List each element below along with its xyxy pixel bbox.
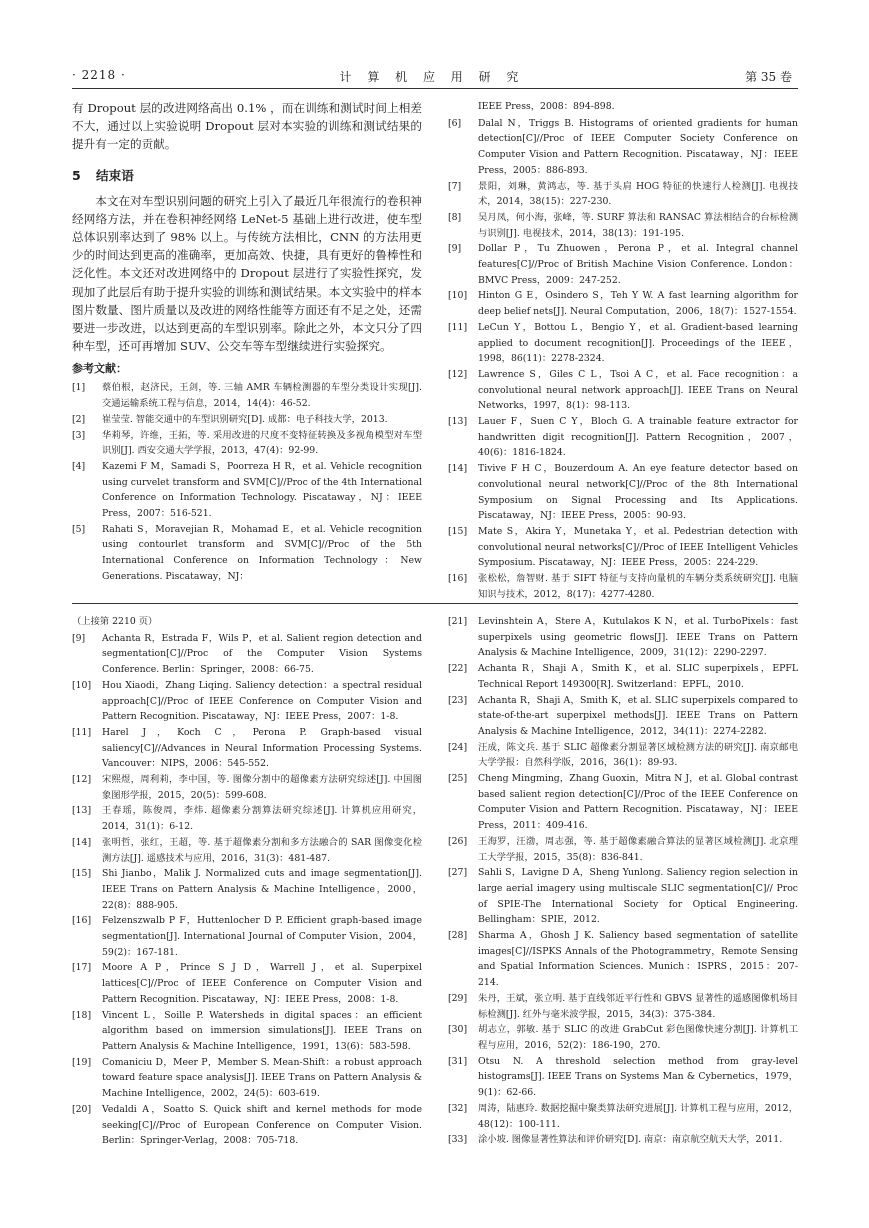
section-number: 5 — [72, 167, 81, 183]
reference-number: [16] — [72, 915, 92, 927]
reference-text: 张明哲，张红，王超，等. 基于超像素分割和多方法融合的 SAR 图像变化检测方法[J]. 遥感技术与应用，2016，31(3)：481-487. — [102, 836, 422, 864]
continued-from-note: （上接第 2210 页） — [72, 616, 158, 627]
reference-item — [72, 960, 422, 1007]
reference-item — [448, 1054, 798, 1101]
reference-number: [9] — [72, 632, 86, 644]
reference-item — [448, 1022, 798, 1053]
references-title: 参考文献： — [72, 362, 127, 376]
reference-text: Levinshtein A，Stere A，Kutulakos K N，et al. TurboPixels：fast superpixels using geometric flows[J]. IEEE Trans on Pattern Analysis & Machine Intelligence，2009，31(12)：2290-2297. — [478, 616, 798, 659]
reference-text: Rahati S，Moravejian R，Mohamad E，et al. Vehicle recognition using contourlet transform and SVM[C]//Proc of the 5th International Conference on Information Technology：New Generations. Piscataway，NJ： — [102, 523, 422, 582]
reference-number: [12] — [448, 368, 468, 380]
reference-number: [14] — [72, 836, 92, 848]
reference-text: Achanta R，Shaji A，Smith K，et al. SLIC superpixels compared to state-of-the-art superpixel methods[J]. IEEE Trans on Pattern Analysis & Machine Intelligence，2012，34(11)：2274-2282. — [478, 694, 798, 737]
reference-text: Sharma A，Ghosh J K. Saliency based segmentation of satellite images[C]//ISPKS Annals of the Photogrammetry，Remote Sensing and Spatial Information Sciences. Munich：ISPRS，2015：207-214. — [478, 930, 798, 989]
reference-number: [16] — [448, 573, 468, 585]
reference-text: 华莉琴，许维，王拓，等. 采用改进的尺度不变特征转换及多视角模型对车型识别[J]. 西安交通大学学报，2013，47(4)：92-99. — [102, 429, 422, 457]
reference-item — [72, 866, 422, 913]
reference-number: [27] — [448, 867, 468, 879]
reference-number: [1] — [72, 382, 86, 394]
reference-item — [448, 740, 798, 771]
reference-item — [72, 412, 422, 428]
reference-number: [28] — [448, 930, 468, 942]
reference-text: 王春瑶，陈俊周，李炜. 超像素分割算法研究综述[J]. 计算机应用研究，2014，31(1)：6-12. — [102, 805, 422, 833]
reference-text: 王海罗，汪渤，周志强，等. 基于超像素融合算法的显著区域检测[J]. 北京理工大学学报，2015，35(8)：836-841. — [478, 835, 798, 863]
bottom-right-column — [448, 614, 798, 1148]
reference-text: Comaniciu D，Meer P，Member S. Mean-Shift：a robust approach toward feature space analysis[J]. IEEE Trans on Pattern Analysis & Machine Intelligence，2002，24(5)：603-619. — [102, 1056, 422, 1100]
reference-item — [448, 693, 798, 740]
bottom-left-column — [72, 614, 422, 1149]
reference-item — [448, 524, 798, 571]
reference-text: LeCun Y，Bottou L，Bengio Y，et al. Gradient-based learning applied to document recognition[J]. Proceedings of the IEEE，1998，86(11)：2278-2324. — [478, 321, 798, 365]
reference-item — [448, 834, 798, 865]
reference-text: 蔡伯根，赵济民，王剑，等. 三轴 AMR 车辆检测器的车型分类设计实现[J]. 交通运输系统工程与信息，2014，14(4)：46-52. — [102, 382, 422, 410]
reference-text: Mate S，Akira Y，Munetaka Y，et al. Pedestrian detection with convolutional neural networks[C]//Proc of IEEE Intelligent Vehicles Symposium. Piscataway，NJ：IEEE Press，2005：224-229. — [478, 525, 798, 569]
reference-number: [26] — [448, 835, 468, 847]
reference-continuation: IEEE Press，2008：894-898. — [478, 101, 615, 112]
reference-number: [12] — [72, 774, 92, 786]
reference-number: [8] — [448, 211, 462, 223]
reference-item — [448, 414, 798, 461]
reference-number: [23] — [448, 694, 468, 706]
conclusion-paragraph: 本文在对车型识别问题的研究上引入了最近几年很流行的卷积神经网络方法，并在卷积神经网络 LeNet-5 基础上进行改进，使车型总体识别率达到了 98% 以上。与传统方法相比，CNN 的方法用更少的时间达到更高的准确率，更加高效、快捷，具有更好的鲁棒性和泛化性。本文还对改进网络中的 Dropout 层进行了实验性探究，发现加了此层后有助于提升实验的训练和测试结果。本文实验中的样本图片数量、图片质量以及改进的网络性能等方面还有不足之处，还需要进一步改进，以达到更高的车型识别率。除此之外，本文只分了四种车型，还可再增加 SUV、公交车等车型继续进行实验探究。 — [72, 193, 422, 354]
reference-number: [31] — [448, 1055, 468, 1067]
reference-number: [3] — [72, 429, 86, 441]
reference-item — [448, 661, 798, 692]
reference-item — [448, 571, 798, 602]
reference-item — [72, 1008, 422, 1055]
reference-item — [72, 522, 422, 585]
reference-number: [11] — [72, 726, 92, 738]
reference-text: 崔莹莹. 智能交通中的车型识别研究[D]. 成都：电子科技大学，2013. — [102, 413, 388, 425]
reference-item — [448, 991, 798, 1022]
reference-number: [24] — [448, 741, 468, 753]
reference-text: Shi Jianbo，Malik J. Normalized cuts and image segmentation[J]. IEEE Trans on Pattern Analysis & Machine Intelligence，2000，22(8)：888-905. — [102, 868, 422, 911]
reference-number: [22] — [448, 663, 468, 675]
reference-text: Kazemi F M，Samadi S，Poorreza H R，et al. Vehicle recognition using curvelet transform and SVM[C]//Proc of the 4th International Conference on Information Technology. Piscataway，NJ：IEEE Press，2007：516-521. — [102, 460, 422, 520]
reference-item — [448, 461, 798, 524]
reference-text: Lawrence S，Giles C L，Tsoi A C，et al. Face recognition：a convolutional neural network approach[J]. IEEE Trans on Neural Networks，1997，8(1)：98-113. — [478, 368, 798, 412]
reference-item — [72, 380, 422, 411]
section-title: 结束语 — [96, 167, 134, 183]
reference-text: Hou Xiaodi，Zhang Liqing. Saliency detection：a spectral residual approach[C]//Proc of IEEE Conference on Computer Vision and Pattern Recognition. Piscataway，NJ：IEEE Press，2007：1-8. — [102, 679, 422, 723]
reference-number: [15] — [72, 868, 92, 880]
reference-text: Felzenszwalb P F，Huttenlocher D P. Efficient graph-based image segmentation[J]. International Journal of Computer Vision，2004，59(2)：167-181. — [102, 915, 422, 958]
section-divider-rule — [72, 603, 798, 604]
reference-text: Achanta R，Shaji A，Smith K，et al. SLIC superpixels，EPFL Technical Report 149300[R]. Switzerland：EPFL，2010. — [478, 663, 798, 690]
reference-text: Dollar P，Tu Zhuowen，Perona P，et al. Integral channel features[C]//Proc of British Machine Vision Conference. London：BMVC Press，2009：247-252. — [478, 243, 798, 286]
reference-item — [72, 428, 422, 459]
reference-item — [448, 928, 798, 991]
reference-item — [72, 1055, 422, 1102]
reference-text: Dalal N，Triggs B. Histograms of oriented gradients for human detection[C]//Proc of IEEE Computer Society Conference on Computer Vision and Pattern Recognition. Piscataway，NJ：IEEE Press，2005：886-893. — [478, 117, 798, 176]
reference-number: [21] — [448, 616, 468, 627]
reference-number: [13] — [72, 805, 92, 817]
volume-label: 第 35 卷 — [745, 70, 792, 84]
reference-item — [72, 631, 422, 678]
reference-item — [448, 210, 798, 241]
reference-number: [4] — [72, 460, 86, 472]
reference-number: [2] — [72, 413, 86, 425]
reference-text: Cheng Mingming，Zhang Guoxin，Mitra N J，et al. Global contrast based salient region detection[C]//Proc of the IEEE Conference on Computer Vision and Pattern Recognition. Piscataway，NJ：IEEE Press，2011：409-416. — [478, 773, 798, 832]
reference-number: [10] — [448, 290, 468, 302]
reference-number: [29] — [448, 992, 468, 1004]
reference-list-top-left — [72, 380, 422, 584]
reference-item — [72, 459, 422, 522]
top-right-column — [448, 99, 798, 603]
reference-number: [13] — [448, 416, 468, 428]
running-header — [72, 68, 792, 84]
reference-text: 朱丹，王斌，张立明. 基于直线邻近平行性和 GBVS 显著性的遥感图像机场目标检测[J]. 红外与毫米波学报，2015，34(3)：375-384. — [478, 992, 798, 1020]
reference-list-bottom-left — [72, 631, 422, 1149]
reference-text: Sahli S，Lavigne D A，Sheng Yunlong. Saliency region selection in large aerial imagery using multiscale SLIC segmentation[C]// Proc of SPIE-The International Society for Optical Engineering. Bellingham：SPIE，2012. — [478, 867, 798, 926]
reference-number: [15] — [448, 525, 468, 537]
reference-number: [19] — [72, 1056, 92, 1068]
reference-item — [72, 913, 422, 960]
intro-paragraph: 有 Dropout 层的改进网络高出 0.1% ，而在训练和测试时间上相差不大，通过以上实验说明 Dropout 层对本实验的训练和测试结果的提升有一定的贡献。 — [72, 101, 422, 152]
reference-number: [32] — [448, 1102, 468, 1114]
page-number: · 2218 · — [72, 68, 126, 82]
reference-text: 周涛，陆惠玲. 数据挖掘中聚类算法研究进展[J]. 计算机工程与应用，2012，48(12)：100-111. — [478, 1102, 798, 1130]
reference-text: Achanta R，Estrada F，Wils P，et al. Salient region detection and segmentation[C]//Proc of the Computer Vision Systems Conference. Berlin：Springer，2008：66-75. — [102, 632, 422, 676]
reference-item — [448, 771, 798, 834]
section-heading — [72, 165, 422, 184]
reference-text: Hinton G E，Osindero S，Teh Y W. A fast learning algorithm for deep belief nets[J]. Neural Computation，2006，18(7)：1527-1554. — [478, 290, 798, 318]
reference-item — [72, 725, 422, 772]
reference-text: Vedaldi A，Soatto S. Quick shift and kernel methods for mode seeking[C]//Proc of European Conference on Computer Vision. Berlin：Springer-Verlag，2008：705-718. — [102, 1103, 422, 1147]
reference-text: Vincent L，Soille P. Watersheds in digital spaces：an efficient algorithm based on immersion simulations[J]. IEEE Trans on Pattern Analysis & Machine Intelligence，1991，13(6)：583-598. — [102, 1009, 422, 1052]
reference-number: [14] — [448, 463, 468, 475]
reference-item — [448, 288, 798, 319]
reference-item — [448, 865, 798, 928]
reference-item — [448, 614, 798, 661]
reference-item — [72, 772, 422, 803]
reference-number: [9] — [448, 243, 462, 255]
reference-text: 吴月凤，何小海，张峰，等. SURF 算法和 RANSAC 算法相结合的台标检测与识别[J]. 电视技术，2014，38(13)：191-195. — [478, 211, 798, 239]
top-left-column — [72, 99, 422, 585]
reference-item — [72, 1102, 422, 1149]
reference-list-top-right — [448, 116, 798, 603]
reference-number: [20] — [72, 1103, 92, 1115]
reference-list-bottom-right — [448, 614, 798, 1148]
reference-number: [18] — [72, 1009, 92, 1021]
reference-text: 胡志立，郭敏. 基于 SLIC 的改进 GrabCut 彩色图像快速分割[J]. 计算机工程与应用，2016，52(2)：186-190，270. — [478, 1024, 798, 1051]
reference-number: [25] — [448, 773, 468, 785]
reference-item — [448, 116, 798, 179]
reference-number: [17] — [72, 962, 92, 974]
reference-number: [6] — [448, 117, 462, 129]
reference-item — [448, 179, 798, 210]
reference-text: 景阳，刘琳，黄鸿志，等. 基于头肩 HOG 特征的快速行人检测[J]. 电视技术，2014，38(15)：227-230. — [478, 180, 798, 208]
reference-text: Otsu N. A threshold selection method from gray-level histograms[J]. IEEE Trans on Systems Man & Cybernetics，1979，9(1)：62-66. — [478, 1055, 798, 1099]
reference-number: [11] — [448, 321, 468, 333]
reference-item — [448, 320, 798, 367]
reference-item — [448, 1101, 798, 1132]
reference-text: 宋熙煜，周利莉，李中国，等. 图像分割中的超像素方法研究综述[J]. 中国图象图形学报，2015，20(5)：599-608. — [102, 774, 422, 801]
reference-text: Tivive F H C，Bouzerdoum A. An eye feature detector based on convolutional neural network[C]//Proc of the 8th International Symposium on Signal Processing and Its Applications. Piscataway，NJ：IEEE Press，2005：90-93. — [478, 463, 798, 522]
reference-number: [5] — [72, 523, 86, 535]
header-rule — [72, 88, 798, 89]
reference-item — [72, 678, 422, 725]
reference-item — [448, 1132, 798, 1148]
reference-number: [33] — [448, 1134, 468, 1146]
journal-title: 计 算 机 应 用 研 究 — [339, 70, 525, 84]
reference-text: Lauer F，Suen C Y，Bloch G. A trainable feature extractor for handwritten digit recognition[J]. Pattern Recognition，2007，40(6)：1816-1824. — [478, 416, 798, 459]
reference-text: Harel J，Koch C，Perona P. Graph-based visual saliency[C]//Advances in Neural Information Processing Systems. Vancouver：NIPS，2006：545-552. — [102, 726, 422, 770]
reference-item — [448, 241, 798, 288]
reference-item — [448, 367, 798, 414]
reference-text: 汪成，陈文兵. 基于 SLIC 超像素分割显著区域检测方法的研究[J]. 南京邮电大学学报：自然科学版，2016，36(1)：89-93. — [478, 741, 798, 769]
reference-number: [10] — [72, 679, 92, 691]
reference-text: 涂小坡. 图像显著性算法和评价研究[D]. 南京：南京航空航天大学，2011. — [478, 1134, 783, 1146]
reference-number: [7] — [448, 180, 462, 192]
reference-text: Moore A P，Prince S J D，Warrell J，et al. Superpixel lattices[C]//Proc of IEEE Conference on Computer Vision and Pattern Recognition. Piscataway，NJ：IEEE Press，2008：1-8. — [102, 962, 422, 1005]
reference-item — [72, 803, 422, 834]
reference-item — [72, 835, 422, 866]
reference-number: [30] — [448, 1024, 468, 1036]
reference-text: 张松松，詹智财. 基于 SIFT 特征与支持向量机的车辆分类系统研究[J]. 电脑知识与技术，2012，8(17)：4277-4280. — [478, 573, 798, 600]
